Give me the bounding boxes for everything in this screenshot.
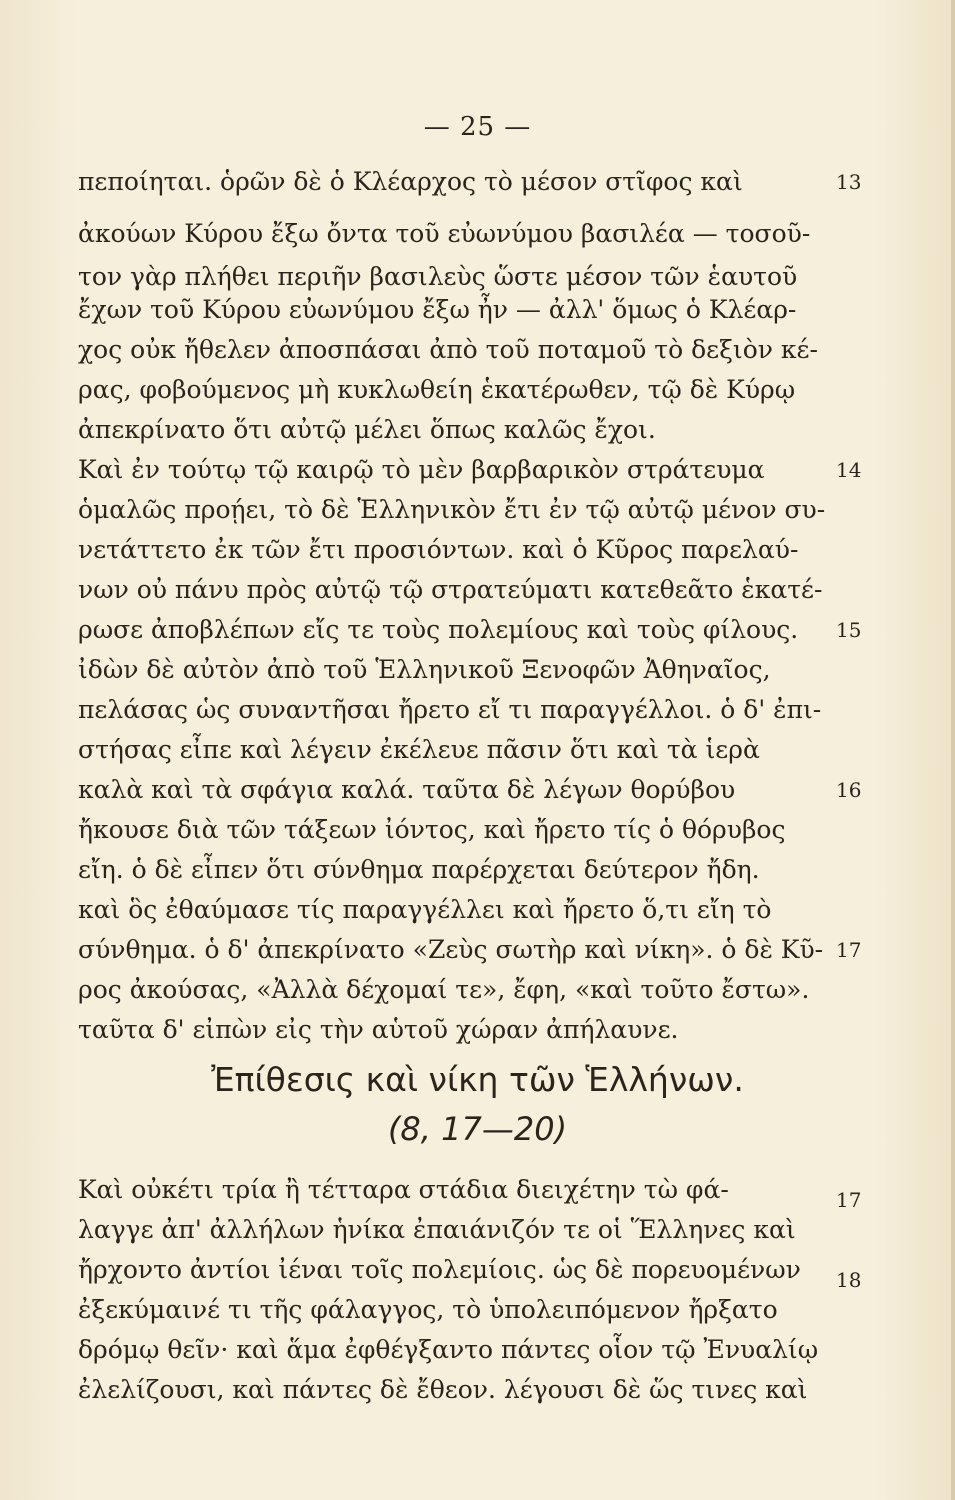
text-line: στήσας εἶπε καὶ λέγειν ἐκέλευε πᾶσιν ὅτι καὶ τὰ ἱερὰ	[78, 735, 760, 764]
text-line: ταῦτα δ' εἰπὼν εἰς τὴν αὑτοῦ χώραν ἀπήλαυνε.	[78, 1015, 679, 1044]
text-line: ὁμαλῶς προῄει, τὸ δὲ Ἑλληνικὸν ἔτι ἐν τῷ αὐτῷ μένον συ-	[78, 495, 826, 524]
text-line: εἴη. ὁ δὲ εἶπεν ὅτι σύνθημα παρέρχεται δεύτερον ἤδη.	[78, 855, 760, 884]
text-line: ἐξεκύμαινέ τι τῆς φάλαγγος, τὸ ὑπολειπόμενον ἤρξατο	[78, 1295, 778, 1324]
text-line: ἤκουσε διὰ τῶν τάξεων ἰόντος, καὶ ἤρετο τίς ὁ θόρυβος	[78, 815, 786, 844]
section-number: 15	[836, 618, 862, 642]
text-line: σύνθημα. ὁ δ' ἀπεκρίνατο «Ζεὺς σωτὴρ καὶ νίκη». ὁ δὲ Κῦ-	[78, 935, 824, 964]
text-line: λαγγε ἀπ' ἀλλήλων ἡνίκα ἐπαιάνιζόν τε οἱ Ἕλληνες καὶ	[78, 1215, 796, 1244]
section-heading: Ἐπίθεσις καὶ νίκη τῶν Ἑλλήνων.	[211, 1060, 744, 1099]
text-line: ρας, φοβούμενος μὴ κυκλωθείη ἑκατέρωθεν, τῷ δὲ Κύρῳ	[78, 375, 796, 404]
text-line: ἤρχοντο ἀντίοι ἰέναι τοῖς πολεμίοις. ὡς δὲ πορευομένων	[78, 1255, 801, 1284]
section-number: 13	[836, 170, 862, 194]
text-line: ἀπεκρίνατο ὅτι αὐτῷ μέλει ὅπως καλῶς ἔχοι.	[78, 415, 656, 444]
section-number: 16	[836, 778, 862, 802]
text-line: τον γὰρ πλήθει περιῆν βασιλεὺς ὥστε μέσον τῶν ἑαυτοῦ	[78, 262, 798, 291]
text-line: χος οὐκ ἤθελεν ἀποσπάσαι ἀπὸ τοῦ ποταμοῦ τὸ δεξιὸν κέ-	[78, 335, 818, 364]
text-line: νων οὐ πάνυ πρὸς αὐτῷ τῷ στρατεύματι κατεθεᾶτο ἑκατέ-	[78, 575, 823, 604]
section-number: 17	[836, 938, 862, 962]
text-line: ἐλελίζουσι, καὶ πάντες δὲ ἔθεον. λέγουσι δὲ ὥς τινες καὶ	[78, 1375, 808, 1404]
text-line: πεποίηται. ὁρῶν δὲ ὁ Κλέαρχος τὸ μέσον στῖφος καὶ	[78, 167, 743, 196]
text-line: ἰδὼν δὲ αὐτὸν ἀπὸ τοῦ Ἑλληνικοῦ Ξενοφῶν Ἀθηναῖος,	[78, 655, 771, 684]
text-line: ἔχων τοῦ Κύρου εὐωνύμου ἔξω ἦν — ἀλλ' ὅμως ὁ Κλέαρ-	[78, 295, 797, 324]
section-reference: (8, 17—20)	[387, 1110, 568, 1148]
section-number: 14	[836, 458, 862, 482]
page-number: — 25 —	[423, 112, 532, 142]
text-line: ρωσε ἀποβλέπων εἴς τε τοὺς πολεμίους καὶ τοὺς φίλους.	[78, 615, 799, 644]
text-line: δρόμῳ θεῖν· καὶ ἅμα ἐφθέγξαντο πάντες οἷον τῷ Ἐνυαλίῳ	[78, 1335, 819, 1364]
text-line: Καὶ οὐκέτι τρία ἢ τέτταρα στάδια διειχέτην τὼ φά-	[78, 1175, 729, 1204]
text-line: καὶ ὃς ἐθαύμασε τίς παραγγέλλει καὶ ἤρετο ὅ,τι εἴη τὸ	[78, 895, 772, 924]
section-number: 17	[836, 1188, 862, 1212]
text-line: καλὰ καὶ τὰ σφάγια καλά. ταῦτα δὲ λέγων θορύβου	[78, 775, 736, 804]
section-number: 18	[836, 1268, 862, 1292]
text-line: Καὶ ἐν τούτῳ τῷ καιρῷ τὸ μὲν βαρβαρικὸν στράτευμα	[78, 455, 765, 484]
text-line: ἀκούων Κύρου ἔξω ὄντα τοῦ εὐωνύμου βασιλέα — τοσοῦ-	[78, 219, 811, 248]
text-line: πελάσας ὡς συναντῆσαι ἤρετο εἴ τι παραγγέλλοι. ὁ δ' ἐπι-	[78, 695, 822, 724]
text-line: νετάττετο ἐκ τῶν ἔτι προσιόντων. καὶ ὁ Κῦρος παρελαύ-	[78, 535, 799, 564]
text-line: ρος ἀκούσας, «Ἀλλὰ δέχομαί τε», ἔφη, «καὶ τοῦτο ἔστω».	[78, 975, 810, 1004]
